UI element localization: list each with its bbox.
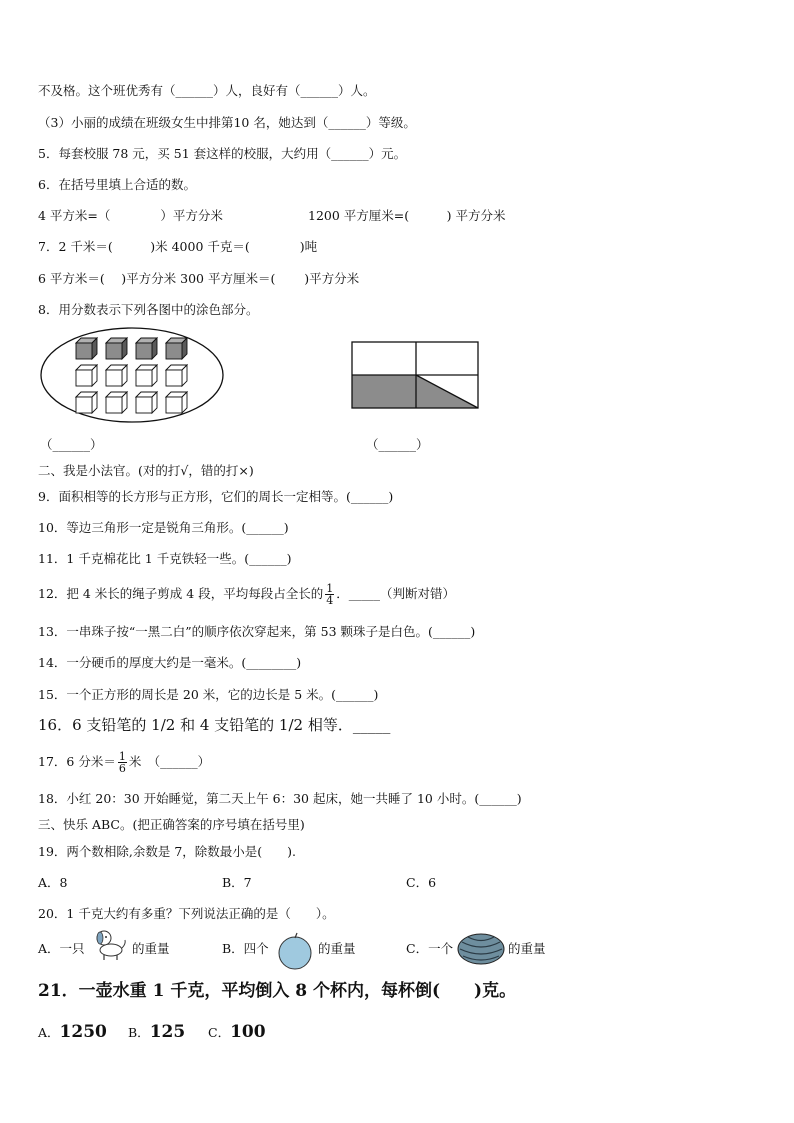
- white-cube: [76, 365, 97, 386]
- q20-option-a-prefix[interactable]: A．一只: [38, 941, 85, 956]
- q7-text: 7．2 千米＝( )米 4000 千克＝( )吨: [38, 239, 318, 254]
- apple-icon: [275, 931, 315, 971]
- q19-option-b[interactable]: B．7: [222, 875, 252, 890]
- dog-icon: [92, 926, 128, 962]
- q12-prefix: 12．把 4 米长的绳子剪成 4 段，平均每段占全长的: [38, 586, 324, 601]
- q20-option-c-prefix[interactable]: C．一个: [406, 941, 454, 956]
- q12-numerator: 1: [326, 582, 334, 595]
- answer-blank-2[interactable]: （______）: [366, 437, 429, 452]
- white-cube: [166, 392, 187, 413]
- q6-part-b: 1200 平方厘米=( ) 平方分米: [308, 208, 506, 223]
- white-cube: [166, 365, 187, 386]
- q6-part-a: 4 平方米=（ ）平方分米: [38, 208, 223, 223]
- q14-text: 14．一分硬币的厚度大约是一毫米。(________): [38, 655, 302, 670]
- white-cube: [106, 365, 127, 386]
- q20-option-b-prefix[interactable]: B．四个: [222, 941, 269, 956]
- line-fail-count: 不及格。这个班优秀有（______）人，良好有（______）人。: [38, 83, 376, 98]
- q19-option-c[interactable]: C．6: [406, 875, 437, 890]
- q20-option-a-suffix: 的重量: [132, 941, 170, 956]
- white-cube: [106, 392, 127, 413]
- q15-text: 15．一个正方形的周长是 20 米，它的边长是 5 米。(______): [38, 687, 379, 702]
- q20-option-c-suffix: 的重量: [508, 941, 546, 956]
- answer-blank-1[interactable]: （______）: [40, 437, 103, 452]
- q13-text: 13．一串珠子按“一黑二白”的顺序依次穿起来，第 53 颗珠子是白色。(______): [38, 624, 476, 639]
- white-cube: [136, 392, 157, 413]
- white-cube: [76, 392, 97, 413]
- q19-option-a[interactable]: A．8: [38, 875, 68, 890]
- white-cube: [136, 365, 157, 386]
- q17-prefix: 17．6 分米＝: [38, 754, 116, 769]
- q12-fraction: [325, 583, 334, 606]
- cube-ellipse-figure: [40, 326, 226, 424]
- rectangle-grid-figure: [351, 341, 481, 411]
- q8-text: 8．用分数表示下列各图中的涂色部分。: [38, 302, 259, 317]
- q21-option-c[interactable]: [208, 1024, 266, 1041]
- section-2-heading: 二、我是小法官。(对的打√，错的打×): [38, 463, 254, 478]
- q21-option-c-value: 100: [230, 1022, 266, 1042]
- q6-text: 6．在括号里填上合适的数。: [38, 177, 196, 192]
- shaded-cube: [106, 338, 127, 359]
- q17-denominator: 6: [118, 762, 126, 775]
- q19-text: 19．两个数相除,余数是 7，除数最小是( ).: [38, 844, 297, 859]
- q17-suffix: 米 （______）: [128, 754, 211, 769]
- watermelon-icon: [456, 932, 506, 966]
- shaded-cube: [76, 338, 97, 359]
- q11-text: 11．1 千克棉花比 1 千克铁轻一些。(______): [38, 551, 292, 566]
- q12-text: [38, 583, 455, 606]
- q9-text: 9．面积相等的长方形与正方形，它们的周长一定相等。(______): [38, 489, 394, 504]
- q21-text: 21．一壶水重 1 千克，平均倒入 8 个杯内，每杯倒( )克。: [38, 981, 517, 1001]
- shaded-cube: [166, 338, 187, 359]
- section-3-heading: 三、快乐 ABC。(把正确答案的序号填在括号里): [38, 817, 305, 832]
- q5-text: 5．每套校服 78 元，买 51 套这样的校服，大约用（______）元。: [38, 146, 407, 161]
- q21-option-c-label: C．: [208, 1025, 231, 1040]
- line-q3-xiaoli: （3）小丽的成绩在班级女生中排第10 名，她达到（______）等级。: [38, 115, 416, 130]
- q21-option-a[interactable]: [38, 1024, 107, 1041]
- q12-suffix: ．_____（判断对错）: [336, 586, 455, 601]
- q16-text: 16．6 支铅笔的 1/2 和 4 支铅笔的 1/2 相等．_____: [38, 716, 391, 734]
- q21-option-b-label: B．: [128, 1025, 150, 1040]
- shaded-cube: [136, 338, 157, 359]
- q20-option-b-suffix: 的重量: [318, 941, 356, 956]
- q21-option-b-value: 125: [149, 1022, 186, 1042]
- q21-option-b[interactable]: [128, 1024, 185, 1041]
- q21-option-a-value: 1250: [59, 1022, 107, 1042]
- q20-text: 20．1 千克大约有多重？下列说法正确的是（ ）。: [38, 906, 335, 921]
- q18-text: 18．小红 20：30 开始睡觉，第二天上午 6：30 起床，她一共睡了 10 小时。(______): [38, 791, 522, 806]
- q10-text: 10．等边三角形一定是锐角三角形。(______): [38, 520, 289, 535]
- q17-text: [38, 751, 210, 774]
- q17-numerator: 1: [118, 750, 126, 763]
- q17-fraction: [118, 751, 127, 774]
- q21-option-a-label: A．: [38, 1025, 60, 1040]
- q7-text-2: 6 平方米＝( )平方分米 300 平方厘米＝( )平方分米: [38, 271, 360, 286]
- q12-denominator: 4: [326, 594, 334, 607]
